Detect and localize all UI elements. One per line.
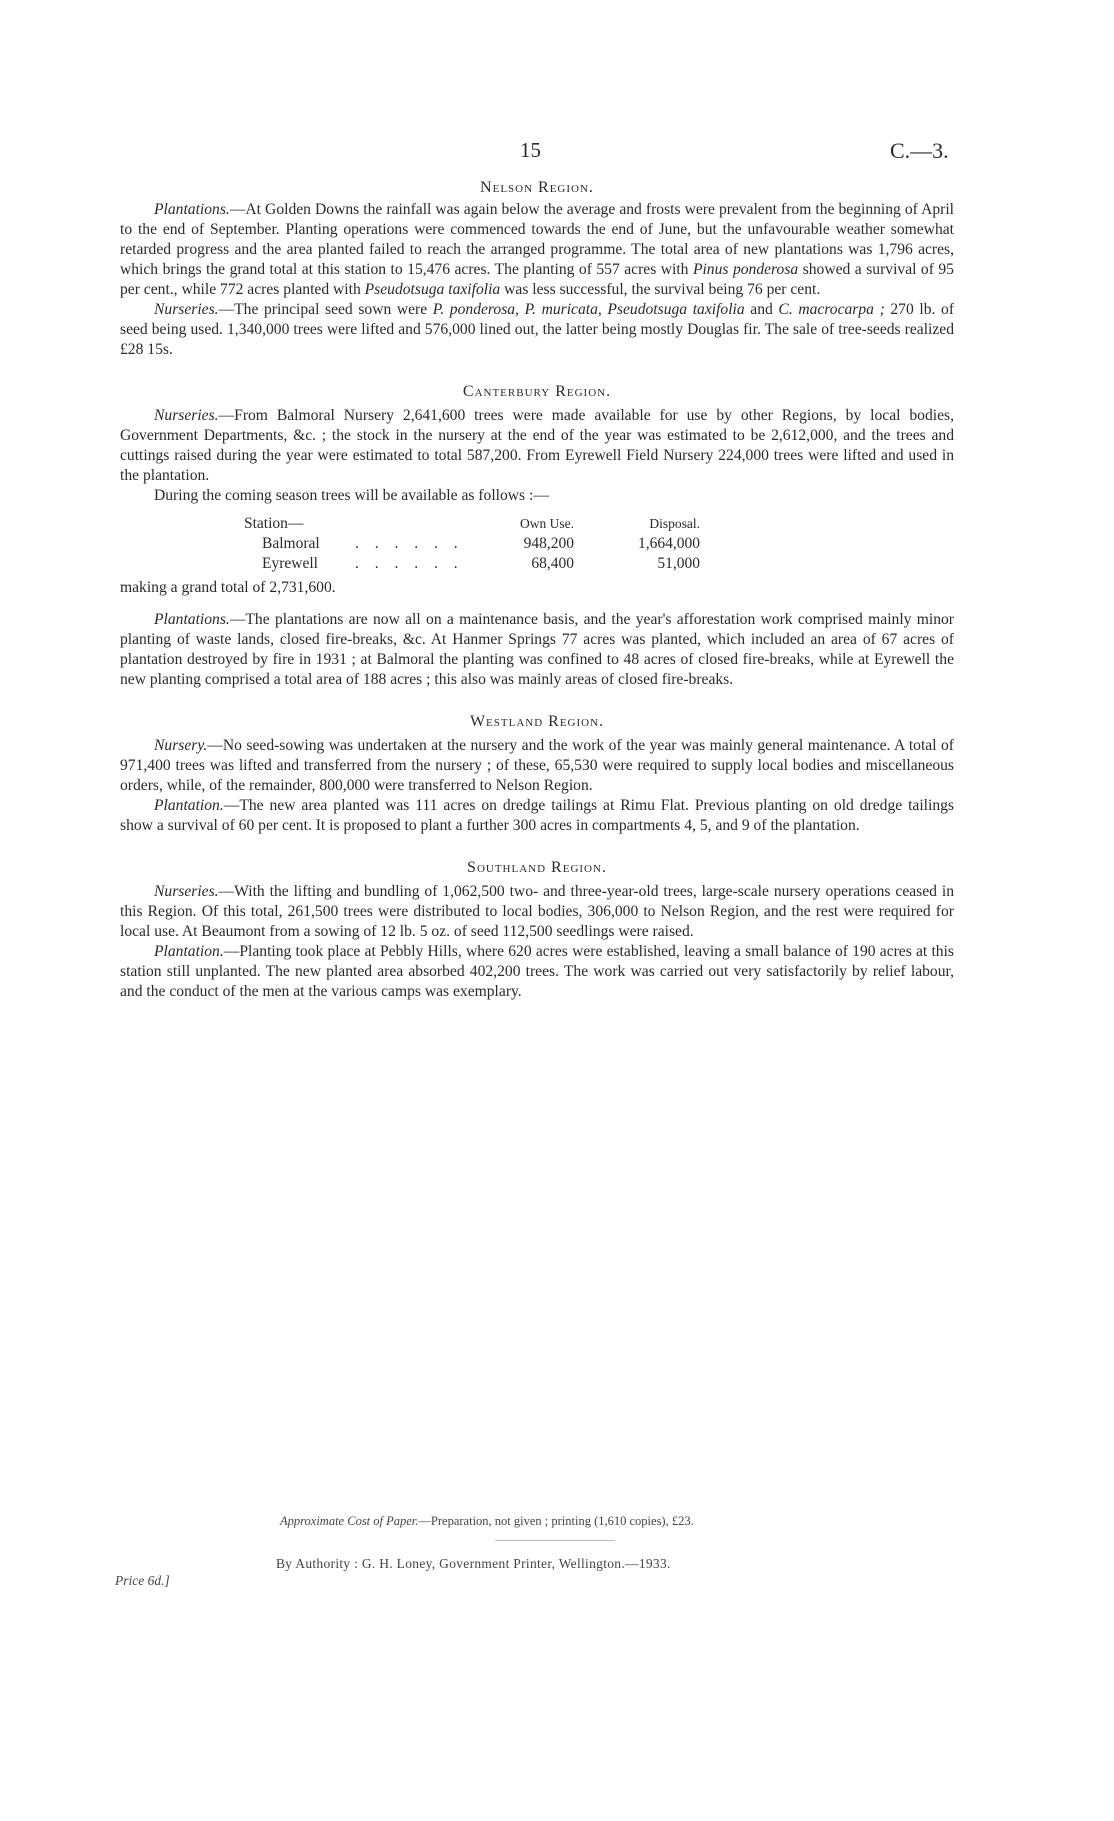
- nelson-seed-macrocarpa: C. macrocarpa ;: [778, 301, 885, 318]
- station-label: Station—: [244, 515, 304, 532]
- disposal-header: Disposal.: [649, 516, 700, 531]
- canterbury-plantations-lead: Plantations.: [154, 611, 230, 628]
- southland-plantation-lead: Plantation.: [154, 943, 224, 960]
- nelson-plantations-end: was less successful, the survival being 76 per cent.: [500, 281, 821, 298]
- canterbury-plantations-paragraph: [120, 610, 954, 690]
- nelson-plantations-mid: showed a survival of 95 per cent., while 772 acres planted with: [120, 261, 954, 298]
- table-row: [120, 554, 954, 574]
- nelson-heading: Nelson Region.: [480, 179, 594, 196]
- document-reference: C.—3.: [890, 138, 949, 163]
- canterbury-nurseries-paragraph: [120, 406, 954, 486]
- table-row: [120, 534, 954, 554]
- grand-total-line: making a grand total of 2,731,600.: [120, 579, 336, 596]
- canterbury-availability-intro: During the coming season trees will be available as follows :—: [154, 487, 549, 504]
- westland-heading: Westland Region.: [469, 713, 605, 730]
- page-number: 15: [520, 138, 541, 162]
- price-note: Price 6d.]: [115, 1573, 170, 1588]
- page-body: [120, 178, 954, 1002]
- westland-nursery-lead: Nursery.: [154, 737, 208, 754]
- nelson-nurseries-paragraph: [120, 300, 954, 360]
- canterbury-plantations-text: —The plantations are now all on a maintenance basis, and the year's afforestation work comprised mainly minor planting of waste lands, closed fire-breaks, &c. At Hanmer Springs 77 acres was planted, which included an area of 67 acres of plantation destroyed by fire in 1931 ; at Balmoral the planting was confined to 48 acres of closed fire-breaks, while at Eyrewell the new planting comprised a total area of 188 acres ; this also was mainly areas of closed fire-breaks.: [120, 611, 954, 688]
- nelson-plantations-paragraph: [120, 200, 954, 300]
- canterbury-nurseries-text: —From Balmoral Nursery 2,641,600 trees were made available for use by other Regions, by local bodies, Government Departments, &c. ; the stock in the nursery at the end of the year was estimated to be 2,612,000, and the trees and cuttings raised during the year were estimated to total 587,200. From Eyrewell Field Nursery 224,000 trees were lifted and used in the plantation.: [120, 407, 954, 484]
- disposal-value: 1,664,000: [638, 535, 700, 552]
- leader-dots: . . . . . .: [355, 555, 464, 572]
- own-use-value: 68,400: [531, 555, 574, 572]
- cost-lead: Approximate Cost of Paper.: [280, 1514, 419, 1528]
- westland-plantation-lead: Plantation.: [154, 797, 224, 814]
- printer-authority: By Authority : G. H. Loney, Government Printer, Wellington.—1933.: [276, 1556, 671, 1571]
- westland-nursery-text: —No seed-sowing was undertaken at the nursery and the work of the year was mainly general maintenance. A total of 971,400 trees was lifted and transferred from the nursery ; of these, 65,530 were required to supply local bodies and miscellaneous orders, while, of the remainder, 800,000 were transferred to Nelson Region.: [120, 737, 954, 794]
- southland-heading: Southland Region.: [467, 859, 607, 876]
- station-table: [120, 512, 954, 576]
- nelson-nurseries-text-c: 270 lb. of seed being used. 1,340,000 trees were lifted and 576,000 lined out, the latter being mostly Douglas fir. The sale of tree-seeds realized £28 15s.: [120, 301, 955, 358]
- station-name: Eyrewell: [262, 555, 318, 572]
- page-header: [0, 138, 1114, 168]
- nelson-plantations-text: —At Golden Downs the rainfall was again below the average and frosts were prevalent from the beginning of April to the end of September. Planting operations were commenced towards the end of June, but the unfavourable weather somewhat retarded progress and the area planted failed to reach the arranged programme. The total area of new plantations was 1,796 acres, which brings the grand total at this station to 15,476 acres. The planting of 557 acres with: [120, 201, 954, 278]
- southland-plantation-text: —Planting took place at Pebbly Hills, where 620 acres were established, leaving a small balance of 190 acres at this station still unplanted. The new planted area absorbed 402,200 trees. The work was carried out very satisfactorily by relief labour, and the conduct of the men at the various camps was exemplary.: [120, 943, 954, 1000]
- southland-nurseries-lead: Nurseries.: [154, 883, 219, 900]
- westland-plantation-text: —The new area planted was 111 acres on dredge tailings at Rimu Flat. Previous planting on old dredge tailings show a survival of 60 per cent. It is proposed to plant a further 300 acres in compartments 4, 5, and 9 of the plantation.: [120, 797, 954, 834]
- canterbury-heading: Canterbury Region.: [462, 383, 612, 400]
- own-use-value: 948,200: [523, 535, 574, 552]
- southland-nurseries-text: —With the lifting and bundling of 1,062,500 two- and three-year-old trees, large-scale nursery operations ceased in this Region. Of this total, 261,500 trees were distributed to local bodies, 306,000 to Nelson Region, and the rest were required for local use. At Beaumont from a sowing of 12 lb. 5 oz. of seed 112,500 seedlings were raised.: [120, 883, 954, 940]
- westland-plantation-paragraph: [120, 796, 954, 836]
- nelson-nurseries-lead: Nurseries.: [154, 301, 219, 318]
- station-table-header: [120, 514, 954, 534]
- station-name: Balmoral: [262, 535, 320, 552]
- own-use-header: Own Use.: [520, 516, 574, 531]
- nelson-plantations-lead: Plantations.: [154, 201, 230, 218]
- nelson-nurseries-text-a: —The principal seed sown were: [218, 301, 433, 318]
- disposal-value: 51,000: [657, 555, 700, 572]
- nelson-seed-species: P. ponderosa, P. muricata, Pseudotsuga taxifolia: [432, 301, 745, 318]
- westland-nursery-paragraph: [120, 736, 954, 796]
- footer-divider: [495, 1540, 615, 1541]
- cost-of-paper-note: [280, 1514, 694, 1529]
- nelson-species-1: Pinus ponderosa: [692, 261, 799, 278]
- nelson-nurseries-text-b: and: [744, 301, 779, 318]
- canterbury-nurseries-lead: Nurseries.: [154, 407, 219, 424]
- cost-text: —Preparation, not given ; printing (1,610 copies), £23.: [418, 1514, 694, 1528]
- nelson-species-2: Pseudotsuga taxifolia: [364, 281, 501, 298]
- southland-nurseries-paragraph: [120, 882, 954, 942]
- leader-dots: . . . . . .: [355, 535, 464, 552]
- southland-plantation-paragraph: [120, 942, 954, 1002]
